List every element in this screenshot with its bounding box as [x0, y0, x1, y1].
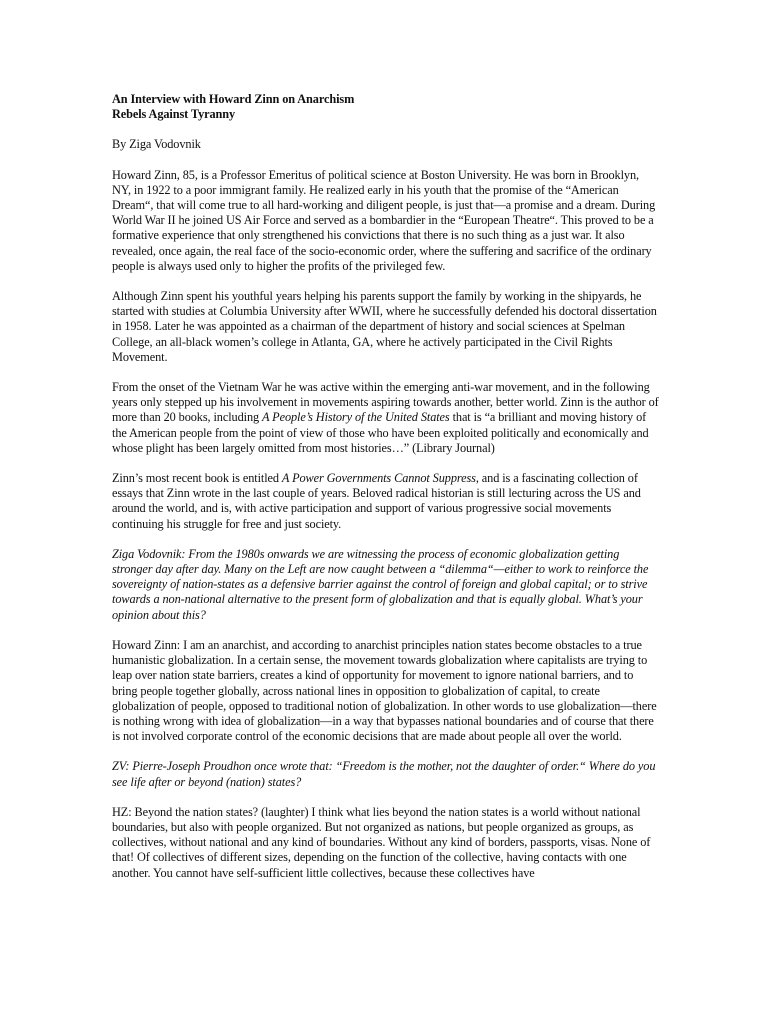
article-subtitle: Rebels Against Tyranny — [112, 107, 236, 122]
document-page — [112, 92, 660, 896]
book-title: A People’s History of the United States — [262, 410, 450, 425]
paragraph-text: From the onset of the Vietnam War he was active within the emerging anti-war movement, and in the following years only stepped up his involvement in movements aspiring towards another, better world. Zinn is the author of more than 20 books, including — [112, 380, 659, 425]
book-title: A Power Governments Cannot Suppress — [281, 471, 476, 486]
paragraph-text: Zinn’s most recent book is entitled — [112, 471, 282, 486]
interview-question: ZV: Pierre-Joseph Proudhon once wrote that: “Freedom is the mother, not the daughter of order.“ Where do you see life after or beyond (nation) states? — [112, 759, 656, 789]
paragraph-education: Although Zinn spent his youthful years helping his parents support the family by working in the shipyards, he started with studies at Columbia University after WWII, where he successfully defended his doctoral dissertation in 1958. Later he was appointed as a chairman of the department of history and social sciences at Spelman College, an all-black women’s college in Atlanta, GA, where he actively participated in the Civil Rights Movement. — [112, 289, 657, 364]
article-title: An Interview with Howard Zinn on Anarchism — [112, 92, 355, 106]
interview-answer: Howard Zinn: I am an anarchist, and according to anarchist principles nation states become obstacles to a true humanistic globalization. In a certain sense, the movement towards globalization where capitalists are trying to leap over nation state barriers, creates a kind of opportunity for movement to ignore national barriers, and to bring people together globally, across national lines in opposition to globalization of capital, to create globalization of people, opposed to traditional notion of globalization. In other words to use globalization—there is nothing wrong with idea of globalization—in a way that bypasses national boundaries and of course that there is not involved corporate control of the economic decisions that are made about people all over the world. — [112, 637, 657, 744]
interview-question: Ziga Vodovnik: From the 1980s onwards we are witnessing the process of economic globalization getting stronger day after day. Many on the Left are now caught between a “dilemma“—either to work to reinforce the sovereignty of nation-states as a defensive barrier against the control of foreign and global capital; or to strive towards a non-national alternative to the present form of globalization and that is equally global. What’s your opinion about this? — [112, 546, 649, 622]
paragraph-text: , and is a fascinating collection of essays that Zinn wrote in the last couple of years. Beloved radical historian is still lecturing across the US and around the world, and is, with active participation and support of various progressive social movements continuing his struggle for free and just society. — [112, 471, 641, 531]
byline: By Ziga Vodovnik — [112, 137, 201, 152]
paragraph-recent-book — [112, 471, 660, 532]
paragraph-text: that is “a brilliant and moving history of the American people from the point of view of those who have been exploited politically and economically and whose plight has been largely omitted from most histories…” (Library Journal) — [112, 410, 649, 455]
paragraph-activism — [112, 380, 660, 456]
title-block — [112, 92, 660, 122]
paragraph-bio: Howard Zinn, 85, is a Professor Emeritus of political science at Boston University. He was born in Brooklyn, NY, in 1922 to a poor immigrant family. He realized early in his youth that the promise of the “American Dream“, that will come true to all hard-working and diligent people, is just that—a promise and a dream. During World War II he joined US Air Force and served as a bombardier in the “European Theatre“. This proved to be a formative experience that only strengthened his convictions that there is no such thing as a just war. It also revealed, once again, the real face of the socio-economic order, where the suffering and sacrifice of the ordinary people is always used only to higher the profits of the privileged few. — [112, 167, 656, 273]
interview-answer: HZ: Beyond the nation states? (laughter) I think what lies beyond the nation states is a world without national boundaries, but also with people organized. But not organized as nations, but people organized as groups, as collectives, without national and any kind of boundaries. Without any kind of borders, passports, visas. None of that! Of collectives of different sizes, depending on the function of the collective, having contacts with one another. You cannot have self-sufficient little collectives, because these collectives have — [112, 804, 651, 880]
